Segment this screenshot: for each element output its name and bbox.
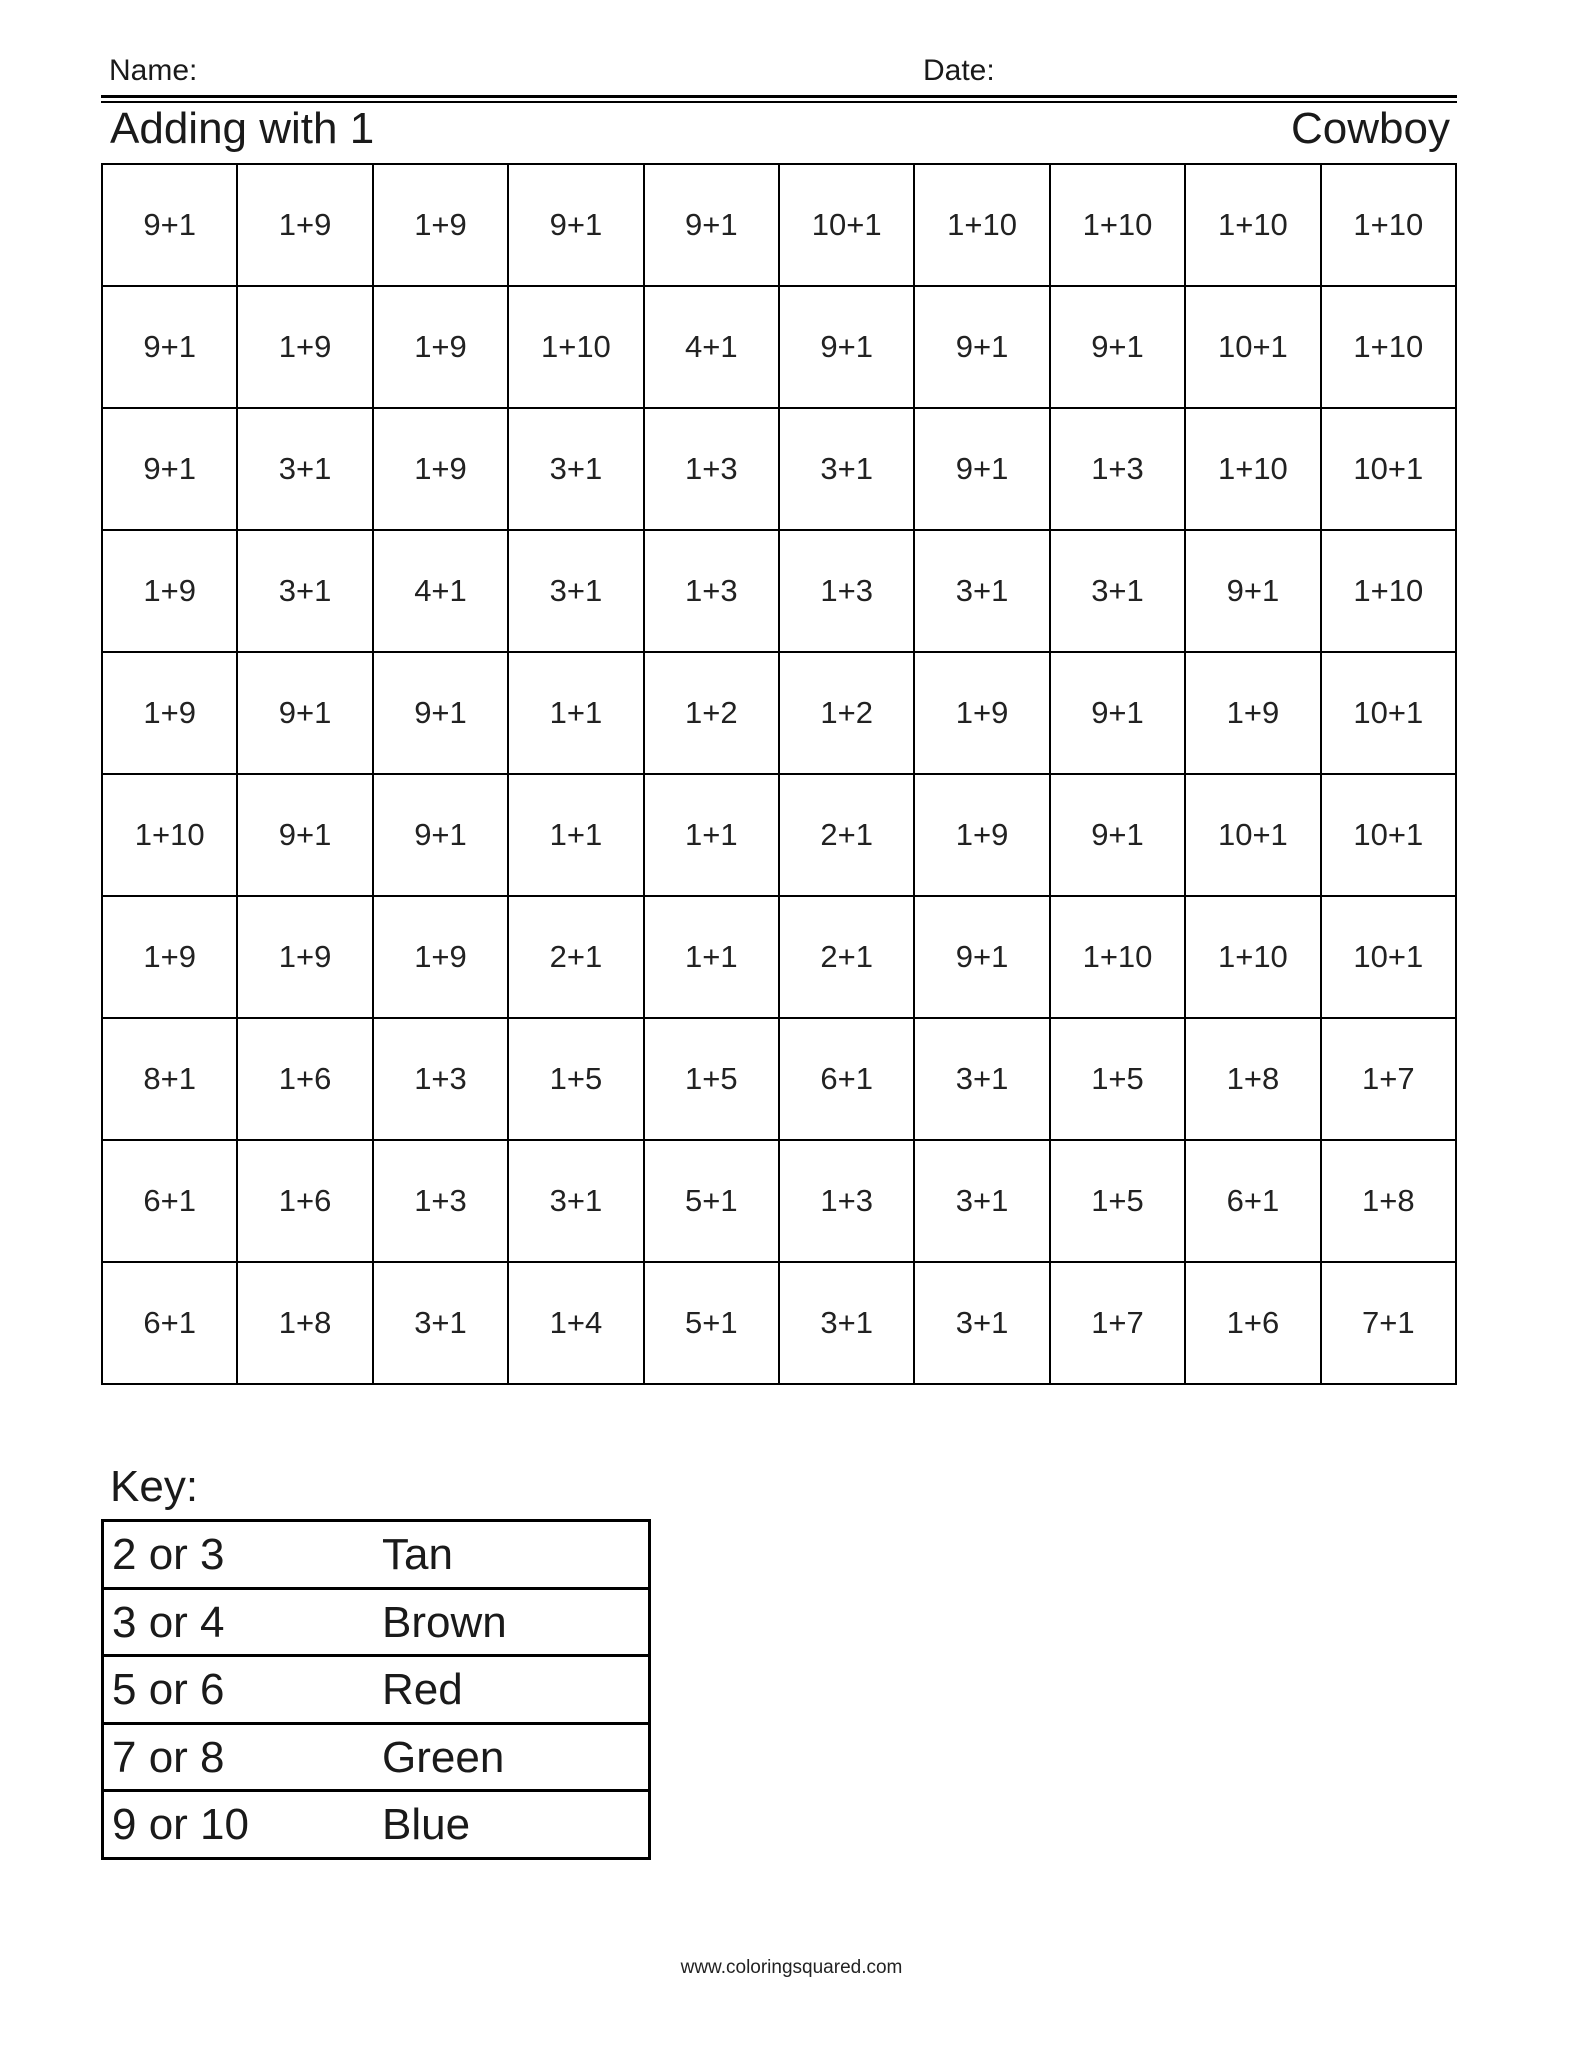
grid-cell: 1+4 <box>509 1263 644 1385</box>
grid-cell: 1+1 <box>509 775 644 897</box>
grid-cell: 3+1 <box>915 1019 1050 1141</box>
grid-cell: 9+1 <box>103 287 238 409</box>
grid-cell: 1+3 <box>645 531 780 653</box>
grid-cell: 1+8 <box>1186 1019 1321 1141</box>
grid-cell: 10+1 <box>780 165 915 287</box>
grid-cell: 9+1 <box>1186 531 1321 653</box>
grid-cell: 1+10 <box>1186 897 1321 1019</box>
name-label: Name: <box>109 54 198 87</box>
grid-cell: 9+1 <box>509 165 644 287</box>
grid-cell: 7+1 <box>1322 1263 1457 1385</box>
grid-cell: 1+7 <box>1051 1263 1186 1385</box>
key-range: 2 or 3 <box>112 1530 225 1579</box>
grid-cell: 1+9 <box>238 897 373 1019</box>
grid-cell: 1+10 <box>509 287 644 409</box>
grid-cell: 4+1 <box>374 531 509 653</box>
grid-cell: 1+9 <box>103 897 238 1019</box>
grid-cell: 3+1 <box>915 1263 1050 1385</box>
grid-cell: 1+5 <box>509 1019 644 1141</box>
grid-cell: 9+1 <box>374 653 509 775</box>
grid-cell: 10+1 <box>1186 775 1321 897</box>
color-key-table <box>101 1519 651 1860</box>
key-color-name: Tan <box>382 1530 453 1579</box>
grid-cell: 1+10 <box>1051 165 1186 287</box>
grid-cell: 9+1 <box>780 287 915 409</box>
grid-cell: 1+6 <box>238 1019 373 1141</box>
grid-cell: 4+1 <box>645 287 780 409</box>
grid-cell: 1+9 <box>103 531 238 653</box>
key-range: 7 or 8 <box>112 1732 225 1782</box>
key-color-name: Green <box>382 1732 505 1782</box>
key-range: 9 or 10 <box>112 1800 249 1849</box>
header-rule-bottom <box>101 101 1457 103</box>
grid-cell: 1+3 <box>374 1141 509 1263</box>
grid-cell: 3+1 <box>1051 531 1186 653</box>
key-row <box>104 1657 648 1725</box>
grid-cell: 3+1 <box>238 409 373 531</box>
grid-cell: 1+2 <box>645 653 780 775</box>
grid-cell: 1+6 <box>1186 1263 1321 1385</box>
grid-cell: 1+10 <box>1186 409 1321 531</box>
grid-cell: 9+1 <box>238 775 373 897</box>
grid-cell: 3+1 <box>509 1141 644 1263</box>
grid-cell: 1+3 <box>780 531 915 653</box>
grid-cell: 1+8 <box>1322 1141 1457 1263</box>
grid-cell: 1+3 <box>1051 409 1186 531</box>
grid-cell: 6+1 <box>103 1263 238 1385</box>
grid-cell: 9+1 <box>238 653 373 775</box>
header-row <box>101 48 1457 92</box>
grid-cell: 5+1 <box>645 1263 780 1385</box>
grid-cell: 9+1 <box>915 287 1050 409</box>
grid-cell: 3+1 <box>915 531 1050 653</box>
grid-cell: 1+10 <box>1322 165 1457 287</box>
grid-cell: 3+1 <box>509 409 644 531</box>
grid-cell: 9+1 <box>374 775 509 897</box>
key-row <box>104 1590 648 1658</box>
grid-cell: 1+9 <box>238 287 373 409</box>
grid-cell: 1+9 <box>374 287 509 409</box>
grid-cell: 1+9 <box>103 653 238 775</box>
header-rule-top <box>101 95 1457 98</box>
grid-cell: 3+1 <box>780 1263 915 1385</box>
grid-cell: 10+1 <box>1322 653 1457 775</box>
key-row <box>104 1522 648 1590</box>
grid-cell: 1+9 <box>374 409 509 531</box>
grid-cell: 1+5 <box>1051 1141 1186 1263</box>
key-color-name: Blue <box>382 1800 471 1849</box>
grid-cell: 2+1 <box>780 897 915 1019</box>
footer-url: www.coloringsquared.com <box>680 1957 903 1978</box>
grid-cell: 1+1 <box>645 897 780 1019</box>
grid-cell: 1+1 <box>509 653 644 775</box>
grid-cell: 1+10 <box>1186 165 1321 287</box>
grid-cell: 1+5 <box>645 1019 780 1141</box>
grid-cell: 2+1 <box>780 775 915 897</box>
grid-cell: 1+2 <box>780 653 915 775</box>
grid-cell: 1+3 <box>645 409 780 531</box>
grid-cell: 1+3 <box>374 1019 509 1141</box>
grid-cell: 1+9 <box>1186 653 1321 775</box>
grid-cell: 1+10 <box>1051 897 1186 1019</box>
grid-cell: 3+1 <box>780 409 915 531</box>
grid-cell: 1+9 <box>915 775 1050 897</box>
grid-cell: 1+8 <box>238 1263 373 1385</box>
grid-cell: 1+9 <box>374 165 509 287</box>
grid-cell: 10+1 <box>1322 897 1457 1019</box>
key-label: Key: <box>110 1462 199 1511</box>
grid-cell: 9+1 <box>1051 287 1186 409</box>
grid-cell: 9+1 <box>103 165 238 287</box>
grid-cell: 1+10 <box>1322 287 1457 409</box>
date-label: Date: <box>923 54 995 87</box>
grid-cell: 6+1 <box>780 1019 915 1141</box>
grid-cell: 1+6 <box>238 1141 373 1263</box>
key-row <box>104 1725 648 1793</box>
grid-cell: 6+1 <box>103 1141 238 1263</box>
grid-cell: 1+9 <box>374 897 509 1019</box>
grid-cell: 1+3 <box>780 1141 915 1263</box>
key-color-name: Brown <box>382 1597 507 1647</box>
grid-cell: 6+1 <box>1186 1141 1321 1263</box>
grid-cell: 3+1 <box>915 1141 1050 1263</box>
grid-cell: 3+1 <box>509 531 644 653</box>
grid-cell: 9+1 <box>103 409 238 531</box>
grid-cell: 1+10 <box>915 165 1050 287</box>
grid-cell: 9+1 <box>915 409 1050 531</box>
grid-cell: 1+10 <box>1322 531 1457 653</box>
grid-cell: 9+1 <box>645 165 780 287</box>
grid-cell: 9+1 <box>1051 775 1186 897</box>
key-row <box>104 1792 648 1860</box>
grid-cell: 1+10 <box>103 775 238 897</box>
worksheet-subtitle: Cowboy <box>1291 104 1450 153</box>
problem-grid <box>101 163 1457 1385</box>
grid-cell: 8+1 <box>103 1019 238 1141</box>
grid-cell: 10+1 <box>1322 409 1457 531</box>
grid-cell: 1+7 <box>1322 1019 1457 1141</box>
grid-cell: 1+5 <box>1051 1019 1186 1141</box>
grid-cell: 9+1 <box>915 897 1050 1019</box>
grid-cell: 10+1 <box>1186 287 1321 409</box>
worksheet-title: Adding with 1 <box>110 104 375 153</box>
key-range: 3 or 4 <box>112 1597 225 1647</box>
grid-cell: 3+1 <box>374 1263 509 1385</box>
grid-cell: 2+1 <box>509 897 644 1019</box>
grid-cell: 9+1 <box>1051 653 1186 775</box>
key-range: 5 or 6 <box>112 1665 225 1714</box>
key-color-name: Red <box>382 1665 463 1714</box>
grid-cell: 3+1 <box>238 531 373 653</box>
grid-cell: 1+1 <box>645 775 780 897</box>
grid-cell: 5+1 <box>645 1141 780 1263</box>
grid-cell: 1+9 <box>238 165 373 287</box>
grid-cell: 10+1 <box>1322 775 1457 897</box>
grid-cell: 1+9 <box>915 653 1050 775</box>
